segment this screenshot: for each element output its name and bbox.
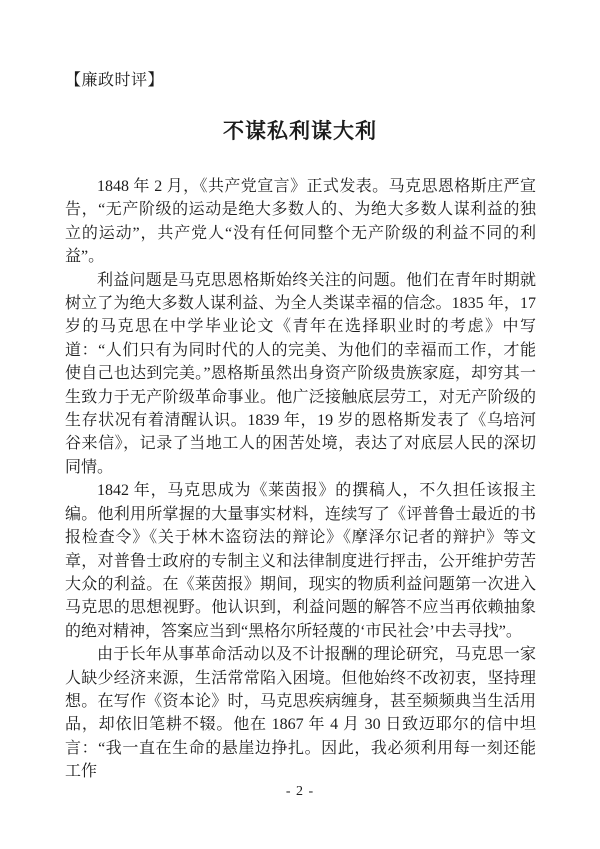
paragraph-3: 1842 年，马克思成为《莱茵报》的撰稿人，不久担任该报主编。他利用所掌握的大量事实材料，连续写了《评普鲁士最近的书报检查令》《关于林木盗窃法的辩论》《摩泽尔记者的辩护》等文章，对普鲁士政府的专制主义和法律制度进行抨击，公开维护劳苦大众的利益。在《莱茵报》期间，现实的物质利益问题第一次进入马克思的思想视野。他认识到，利益问题的解答不应当再依赖抽象的绝对精神，答案应当到“黑格尔所轻蔑的‘市民社会’中去寻找”。 [65, 482, 536, 640]
document-title: 不谋私利谋大利 [223, 119, 377, 143]
page-number: - 2 - [285, 784, 315, 799]
document-body [65, 175, 536, 784]
section-label: 【廉政时评】 [65, 72, 165, 89]
paragraph-4: 由于长年从事革命活动以及不计报酬的理论研究，马克思一家人缺少经济来源，生活常常陷入困境。但他始终不改初衷，坚持理想。在写作《资本论》时，马克思疾病缠身，甚至频频典当生活用品，却依旧笔耕不辍。他在 1867 年 4 月 30 日致迈耶尔的信中坦言：“我一直在生命的悬崖边挣扎。因此，我必须利用每一刻还能工作 [65, 646, 536, 781]
paragraph-1: 1848 年 2 月，《共产党宣言》正式发表。马克思恩格斯庄严宣告，“无产阶级的运动是绝大多数人的、为绝大多数人谋利益的独立的运动”，共产党人“没有任何同整个无产阶级的利益不同的利益”。 [65, 178, 536, 266]
paragraph-2: 利益问题是马克思恩格斯始终关注的问题。他们在青年时期就树立了为绝大多数人谋利益、为全人类谋幸福的信念。1835 年，17 岁的马克思在中学毕业论文《青年在选择职业时的考虑》中写道：“人们只有为同时代的人的完美、为他们的幸福而工作，才能使自己也达到完美。”恩格斯虽然出身资产阶级贵族家庭，却穷其一生致力于无产阶级革命事业。他广泛接触底层劳工，对无产阶级的生存状况有着清醒认识。1839 年，19 岁的恩格斯发表了《乌培河谷来信》，记录了当地工人的困苦处境，表达了对底层人民的深切同情。 [65, 271, 536, 476]
